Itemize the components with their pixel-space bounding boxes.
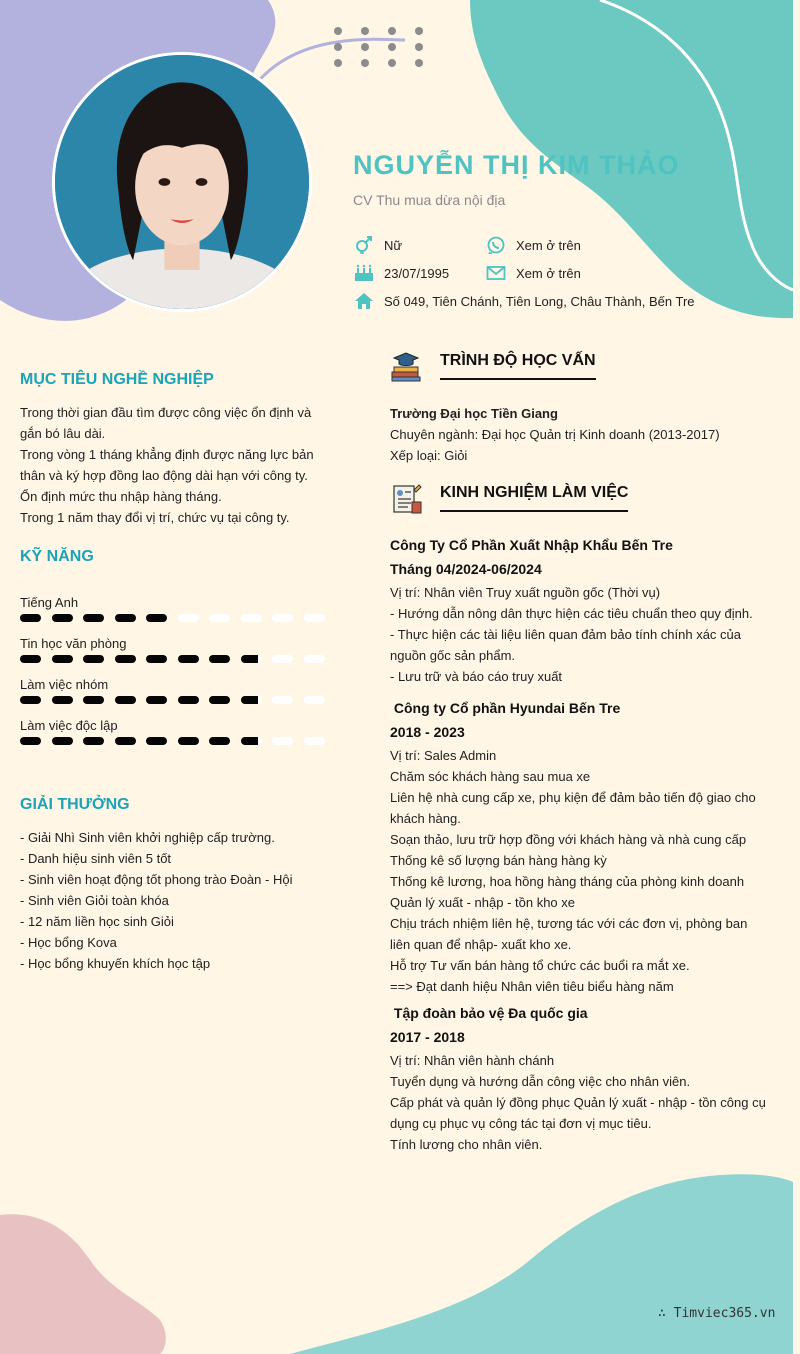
skill-name: Làm việc nhóm xyxy=(20,677,109,692)
phone-info xyxy=(485,235,581,255)
skill-dot xyxy=(146,737,167,745)
rank: Xếp loại: Giỏi xyxy=(390,448,468,463)
award-item: - Sinh viên Giỏi toàn khóa xyxy=(20,893,169,908)
skill-level-bar xyxy=(20,696,325,704)
skill-dot xyxy=(52,696,73,704)
skill-dot xyxy=(304,655,325,663)
objective-line: Trong vòng 1 tháng khẳng định được năng lực bản thân và ký hợp đồng lao động dài hạn với công ty. xyxy=(20,447,314,483)
skill-name: Làm việc độc lập xyxy=(20,718,118,733)
decor-dot xyxy=(415,43,423,51)
skill-dot xyxy=(178,696,199,704)
skill-dot xyxy=(20,655,41,663)
objective-title: MỤC TIÊU NGHỀ NGHIỆP xyxy=(20,371,214,388)
phone-icon xyxy=(485,235,507,255)
birthday-info xyxy=(353,263,449,283)
address-value: Số 049, Tiên Chánh, Tiên Long, Châu Thành, Bến Tre xyxy=(384,293,695,309)
job-line: - Hướng dẫn nông dân thực hiện các tiêu chuẩn theo quy định. xyxy=(390,606,753,621)
company-name: Công ty Cổ phần Hyundai Bến Tre xyxy=(390,700,621,716)
job-line: ==> Đạt danh hiệu Nhân viên tiêu biểu hàng năm xyxy=(390,979,674,994)
objective-line: Ổn định mức thu nhập hàng tháng. xyxy=(20,489,222,504)
skill-level-bar xyxy=(20,655,325,663)
home-icon xyxy=(353,291,375,311)
decor-dot xyxy=(415,59,423,67)
job-line: Tính lương cho nhân viên. xyxy=(390,1137,543,1152)
skill-dot xyxy=(20,696,41,704)
decor-dot xyxy=(361,59,369,67)
job-line: Tuyển dụng và hướng dẫn công việc cho nhân viên. xyxy=(390,1074,691,1089)
skill-dot xyxy=(178,655,199,663)
objective-text xyxy=(20,402,320,528)
email-value: Xem ở trên xyxy=(516,265,581,281)
resume-document-icon xyxy=(390,482,422,514)
awards-title: GIẢI THƯỞNG xyxy=(20,796,130,813)
job-line: - Thực hiện các tài liệu liên quan đảm bảo tính chính xác của nguồn gốc sản phẩm. xyxy=(390,627,742,663)
job-period: Tháng 04/2024-06/2024 xyxy=(390,561,542,577)
skill-level-bar xyxy=(20,614,325,622)
address-info xyxy=(353,291,695,311)
experience-header xyxy=(390,482,628,514)
job-period: 2017 - 2018 xyxy=(390,1029,465,1045)
decor-dot xyxy=(415,27,423,35)
skill-dot xyxy=(146,696,167,704)
skill-dot xyxy=(115,737,136,745)
job-line: Chịu trách nhiệm liên hệ, tương tác với các đơn vị, phòng ban liên quan để nhập- xuất kho xe. xyxy=(390,916,748,952)
skill-dot xyxy=(178,737,199,745)
phone-value: Xem ở trên xyxy=(516,237,581,253)
decor-dot xyxy=(388,43,396,51)
objective-line: Trong 1 năm thay đổi vị trí, chức vụ tại công ty. xyxy=(20,510,290,525)
job-line: Quản lý xuất - nhập - tồn kho xe xyxy=(390,895,575,910)
company-name: Tập đoàn bảo vệ Đa quốc gia xyxy=(390,1005,588,1021)
skill-dot xyxy=(83,655,104,663)
job-line: Vị trí: Sales Admin xyxy=(390,748,497,763)
job-line: - Lưu trữ và báo cáo truy xuất xyxy=(390,669,563,684)
job-line: Hỗ trợ Tư vấn bán hàng tổ chức các buổi ra mắt xe. xyxy=(390,958,690,973)
skill-level-bar xyxy=(20,737,325,745)
skill-dot xyxy=(241,614,262,622)
decor-dot xyxy=(361,43,369,51)
skill-dot xyxy=(241,696,262,704)
award-item: - Học bổng Kova xyxy=(20,935,117,950)
awards-list xyxy=(20,827,320,974)
award-item: - Học bổng khuyến khích học tập xyxy=(20,956,211,971)
candidate-name: NGUYỄN THỊ KIM THẢO xyxy=(353,150,680,180)
job-description xyxy=(390,1050,770,1155)
skill-name: Tiếng Anh xyxy=(20,595,79,610)
skill-dot xyxy=(272,655,293,663)
skill-dot xyxy=(115,614,136,622)
skill-dot xyxy=(178,614,199,622)
job-line: Cấp phát và quản lý đồng phục Quản lý xuất - nhập - tồn công cụ dụng cụ phục vụ công tác tại đơn vị mục tiêu. xyxy=(390,1095,766,1131)
job-line: Chăm sóc khách hàng sau mua xe xyxy=(390,769,591,784)
skill-dot xyxy=(52,655,73,663)
skills-title: KỸ NĂNG xyxy=(20,548,94,565)
skill-dot xyxy=(241,737,262,745)
company-name: Công Ty Cổ Phần Xuất Nhập Khẩu Bến Tre xyxy=(390,537,673,553)
job-period: 2018 - 2023 xyxy=(390,724,465,740)
graduation-books-icon xyxy=(390,350,422,382)
skill-dot xyxy=(304,696,325,704)
birthday-cake-icon xyxy=(353,263,375,283)
education-title: TRÌNH ĐỘ HỌC VẤN xyxy=(440,352,596,380)
decor-dot xyxy=(361,27,369,35)
email-info xyxy=(485,263,581,283)
skill-dot xyxy=(83,737,104,745)
major: Chuyên ngành: Đại học Quản trị Kinh doanh (2013-2017) xyxy=(390,427,720,442)
skill-dot xyxy=(272,737,293,745)
gender-info xyxy=(353,235,402,255)
job-title: CV Thu mua dừa nội địa xyxy=(353,192,506,208)
decor-dot xyxy=(334,43,342,51)
skill-dot xyxy=(20,614,41,622)
skill-dot xyxy=(209,614,230,622)
education-details xyxy=(390,403,770,466)
school-name: Trường Đại học Tiền Giang xyxy=(390,406,558,421)
award-item: - Sinh viên hoạt động tốt phong trào Đoàn - Hội xyxy=(20,872,293,887)
award-item: - 12 năm liền học sinh Giỏi xyxy=(20,914,174,929)
skill-dot xyxy=(115,655,136,663)
education-header xyxy=(390,350,596,382)
decor-dot xyxy=(334,59,342,67)
skill-dot xyxy=(52,737,73,745)
skill-dot xyxy=(272,696,293,704)
skill-dot xyxy=(241,655,262,663)
skill-dot xyxy=(146,655,167,663)
skill-dot xyxy=(209,737,230,745)
experience-title: KINH NGHIỆM LÀM VIỆC xyxy=(440,484,628,512)
job-line: Soạn thảo, lưu trữ hợp đồng với khách hàng và nhà cung cấp xyxy=(390,832,747,847)
objective-line: Trong thời gian đầu tìm được công việc ổn định và gắn bó lâu dài. xyxy=(20,405,312,441)
job-line: Thống kê lương, hoa hồng hàng tháng của phòng kinh doanh xyxy=(390,874,745,889)
skill-dot xyxy=(83,614,104,622)
job-line: Thống kê số lượng bán hàng hàng kỳ xyxy=(390,853,607,868)
decor-dot xyxy=(388,27,396,35)
skill-dot xyxy=(115,696,136,704)
profile-photo xyxy=(55,55,309,309)
award-item: - Giải Nhì Sinh viên khởi nghiệp cấp trường. xyxy=(20,830,275,845)
skill-dot xyxy=(272,614,293,622)
skill-name: Tin học văn phòng xyxy=(20,636,127,651)
mail-icon xyxy=(485,263,507,283)
skill-dot xyxy=(304,614,325,622)
skill-dot xyxy=(20,737,41,745)
job-line: Vị trí: Nhân viên Truy xuất nguồn gốc (Thời vụ) xyxy=(390,585,661,600)
job-description xyxy=(390,582,770,687)
gender-icon xyxy=(353,235,375,255)
gender-value: Nữ xyxy=(384,237,403,253)
job-description xyxy=(390,745,770,997)
job-line: Vị trí: Nhân viên hành chánh xyxy=(390,1053,555,1068)
job-line: Liên hệ nhà cung cấp xe, phụ kiện để đảm bảo tiến độ giao cho khách hàng. xyxy=(390,790,756,826)
skill-dot xyxy=(209,655,230,663)
skill-dot xyxy=(52,614,73,622)
birthday-value: 23/07/1995 xyxy=(384,265,450,281)
skill-dot xyxy=(304,737,325,745)
skill-dot xyxy=(146,614,167,622)
skill-dot xyxy=(83,696,104,704)
decor-dot xyxy=(388,59,396,67)
award-item: - Danh hiệu sinh viên 5 tốt xyxy=(20,851,172,866)
decor-dot xyxy=(334,27,342,35)
avatar xyxy=(52,52,312,312)
skill-dot xyxy=(209,696,230,704)
brand-watermark: ∴ Timviec365.vn xyxy=(658,1306,776,1321)
